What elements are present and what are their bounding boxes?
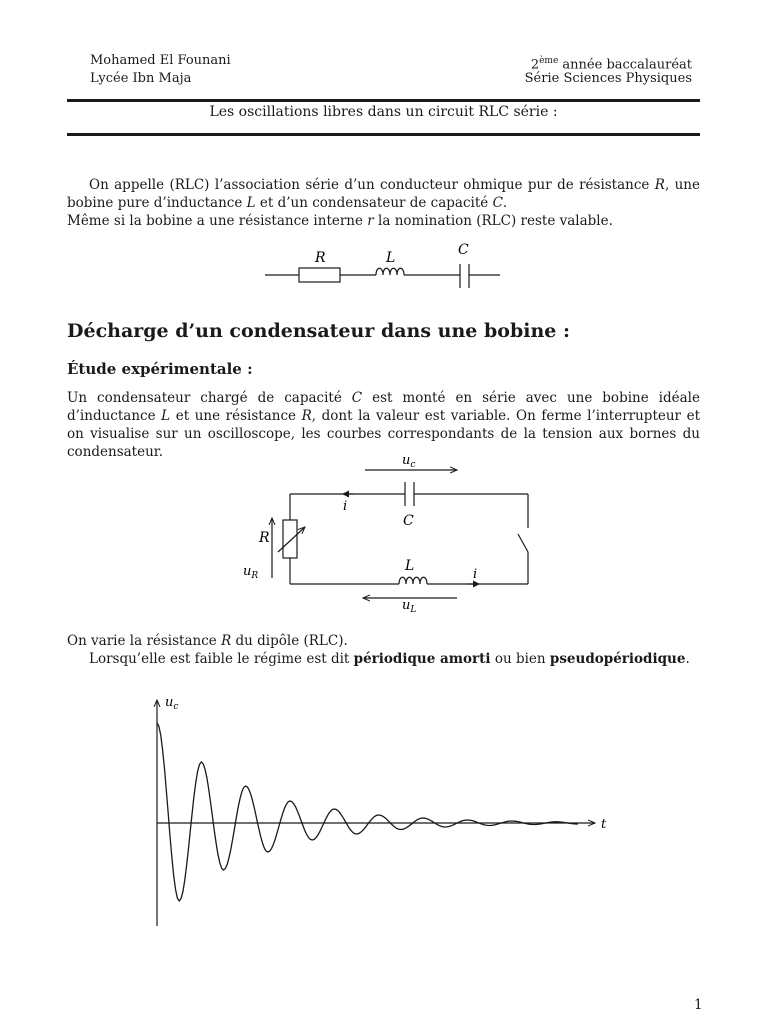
switch-symbol bbox=[518, 534, 528, 552]
term-pseudoperiodique: pseudopériodique bbox=[549, 651, 686, 667]
variable-resistor-symbol bbox=[283, 520, 297, 558]
author-name: Mohamed El Founani bbox=[90, 53, 231, 68]
inductor-label: L bbox=[405, 558, 415, 574]
page-title: Les oscillations libres dans un circuit RLC série : bbox=[209, 104, 558, 120]
series-name: Série Sciences Physiques bbox=[524, 71, 692, 86]
school-name: Lycée Ibn Maja bbox=[90, 71, 192, 86]
current-label-top: i bbox=[343, 499, 348, 514]
level-number: 2 bbox=[530, 57, 540, 73]
regime-line: Lorsqu’elle est faible le régime est dit périodique amorti ou bien pseudopériodique. bbox=[89, 651, 690, 667]
title-top-rule bbox=[67, 99, 700, 102]
term-periodique-amorti: périodique amorti bbox=[353, 651, 491, 667]
rlc-series-diagram bbox=[255, 238, 515, 298]
capacitor-label: C bbox=[403, 513, 414, 529]
intro-paragraph: On appelle (RLC) l’association série d’un conducteur ohmique pur de résistance R, une bobine pure d’inductance L et d’un condensateur de capacité C. bbox=[67, 177, 700, 211]
page-number: 1 bbox=[694, 997, 703, 1013]
subsection-heading: Étude expérimentale : bbox=[67, 360, 253, 378]
level-text: année baccalauréat bbox=[558, 57, 692, 73]
y-axis-label: $u_c$ bbox=[165, 695, 179, 712]
x-axis-label: t bbox=[601, 817, 607, 832]
inductor-label: L bbox=[386, 250, 396, 266]
uc-label: $u_c$ bbox=[402, 453, 416, 470]
inductor-symbol bbox=[376, 268, 404, 275]
resistor-symbol bbox=[299, 268, 340, 282]
uR-label: $u_R$ bbox=[243, 564, 259, 581]
experiment-paragraph: Un condensateur chargé de capacité C est monté en série avec une bobine idéale d’inductance L et une résistance R, dont la valeur est variable. On ferme l’interrupteur et on visualise sur un oscilloscope, les courbes correspondants de la tension aux bornes du condensateur. bbox=[67, 390, 701, 460]
damped-oscillation-chart bbox=[140, 690, 620, 935]
uL-label: $u_L$ bbox=[402, 598, 417, 615]
inductor-symbol bbox=[399, 577, 427, 584]
uc-curve bbox=[157, 723, 578, 901]
vary-line: On varie la résistance R du dipôle (RLC). bbox=[67, 633, 348, 649]
rlc-loop-diagram bbox=[235, 450, 545, 618]
current-label-bottom: i bbox=[473, 567, 478, 582]
level-superscript: ème bbox=[539, 56, 559, 66]
intro-note: Même si la bobine a une résistance interne r la nomination (RLC) reste valable. bbox=[67, 213, 613, 229]
resistor-label: R bbox=[315, 250, 326, 266]
capacitor-label: C bbox=[458, 242, 469, 258]
section-heading: Décharge d’un condensateur dans une bobine : bbox=[67, 320, 570, 342]
resistor-label: R bbox=[259, 530, 270, 546]
title-bottom-rule bbox=[67, 133, 700, 136]
variable-resistor-arrow bbox=[278, 527, 305, 552]
